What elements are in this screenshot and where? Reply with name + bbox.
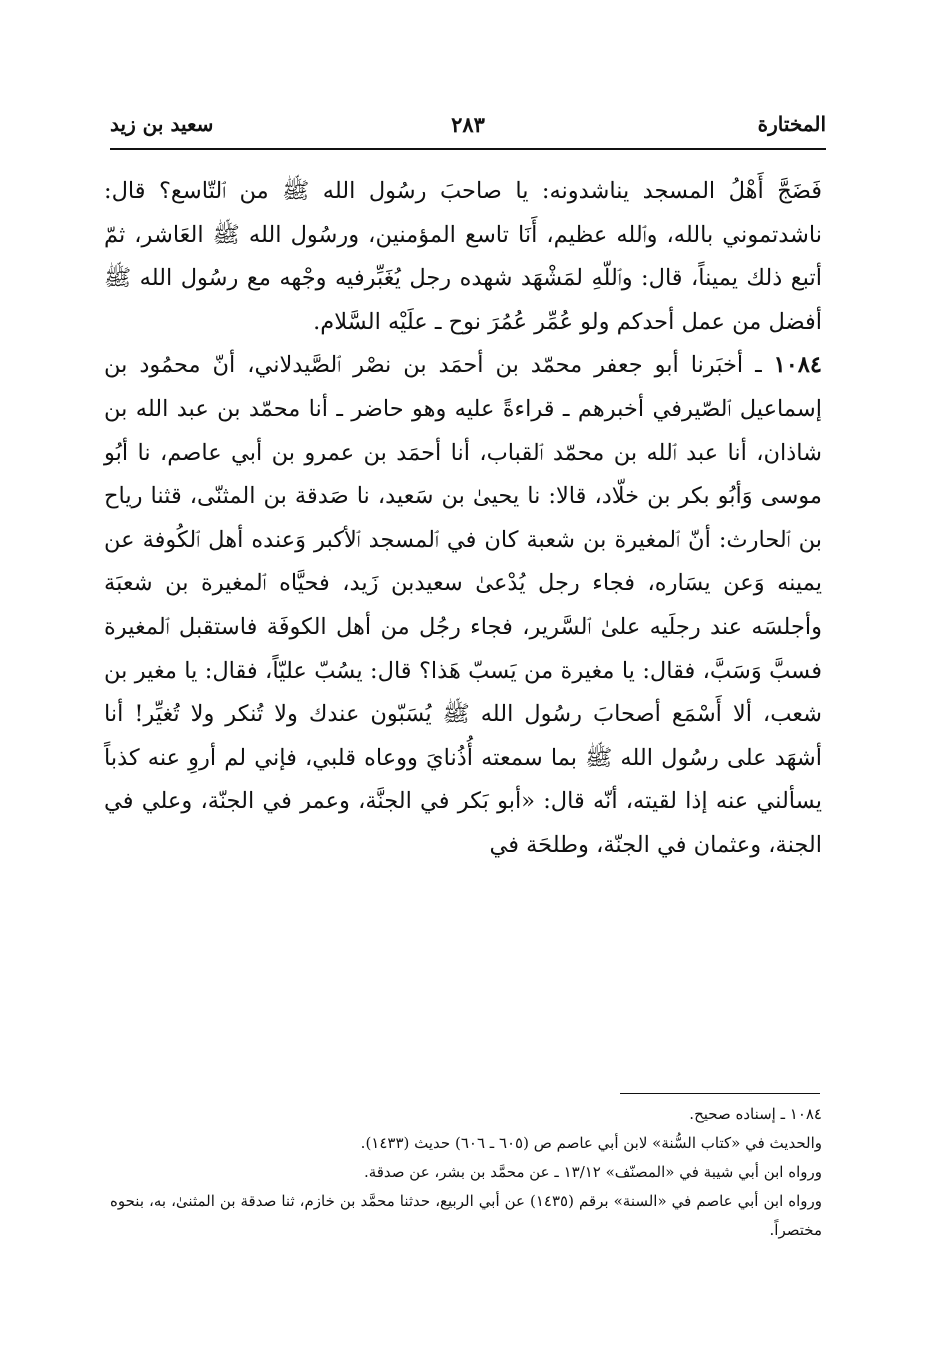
book-title: المختارة xyxy=(757,112,826,136)
hadith-paragraph xyxy=(104,344,822,867)
footnote-divider xyxy=(620,1093,820,1094)
header-divider xyxy=(110,148,826,150)
footnotes xyxy=(110,1100,822,1245)
footnote-line: والحديث في «كتاب السُّنة» لابن أبي عاصم ص (٦٠٥ ـ ٦٠٦) حديث (١٤٣٣). xyxy=(360,1134,822,1152)
main-text xyxy=(104,170,822,868)
hadith-text: ـ أخبَرنا أبو جعفر محمّد بن أحمَد بن نصْر ٱلصَّيدلاني، أنّ محمُود بن إسماعيل ٱلصّيرفي أخبرهم ـ قراءةً عليه وهو حاضر ـ أنا محمّد بن عبد الله بن شاذان، أنا عبد ٱلله بن محمّد ٱلقباب، أنا أحمَد بن عمرو بن أبي عاصم، نا أبُو موسى وَأبُو بكر بن خلّاد، قالا: نا يحيىٰ بن سَعيد، نا صَدقة بن المثنّى، قثنا رياح بن ٱلحارث: أنّ ٱلمغيرة بن شعبة كان في ٱلمسجد ٱلأكبر وَعنده أهل ٱلكُوفة عن يمينه وَعن يسَاره، فجاء رجل يُدْعىٰ سعيدبن زَيد، فحيَّاه ٱلمغيرة بن شعبَة وأجلسَه عند رجلَيه علىٰ ٱلسَّرير، فجاء رجُل من أهل الكوفَة فاستقبل ٱلمغيرة فسبَّ وَسَبَّ، فقال: يا مغيرة من يَسبّ هَذا؟ قال: يسُبّ عليّاً، فقال: يا مغير بن شعب، ألا أَسْمَع أصحابَ رسُول الله ﷺ يُسَبّون عندك ولا تُنكر ولا تُغيِّر! أنا أشهَد على رسُول الله ﷺ بما سمعته أُذُنايَ ووعاه قلبي، فإني لم أروِ عنه كذباً يسألني عنه إذا لقيته، أنّه قال: «أبو بَكر في الجنَّة، وعمر في الجنّة، وعلي في الجنة، وعثمان في الجنّة، وطلحَة في xyxy=(104,352,822,858)
hadith-number: ١٠٨٤ xyxy=(773,352,822,379)
footnote-line: ورواه ابن أبي عاصم في «السنة» برقم (١٤٣٥) عن أبي الربيع، حدثنا محمَّد بن خازم، ثنا صدقة بن المثنىٰ، به، بنحوه مختصراً. xyxy=(110,1192,823,1239)
paragraph-continuation: فَضَجَّ أَهْلُ المسجد يناشدونه: يا صاحبَ رسُول الله ﷺ من ٱلتّاسع؟ قال: ناشدتموني بالله، وٱلله عظيم، أَنَا تاسع المؤمنين، ورسُول الله ﷺ العَاشر، ثمّ أتبع ذلك يميناً، قال: وٱللّهِ لمَشْهَد شهده رجل يُغَبِّرفيه وجْهه مع رسُول الله ﷺ أفضل من عمل أحدكم ولو عُمِّر عُمُرَ نوح ـ علَيْه السَّلام. xyxy=(104,178,822,335)
chapter-title: سعيد بن زيد xyxy=(110,112,214,136)
footnote-line: ورواه ابن أبي شيبة في «المصنّف» ١٣/١٢ ـ عن محمَّد بن بشر، عن صدقة. xyxy=(363,1163,822,1181)
footnote-line: ١٠٨٤ ـ إسناده صحيح. xyxy=(689,1105,822,1123)
page-number: ٢٨٣ xyxy=(451,112,485,137)
running-header xyxy=(110,112,826,146)
